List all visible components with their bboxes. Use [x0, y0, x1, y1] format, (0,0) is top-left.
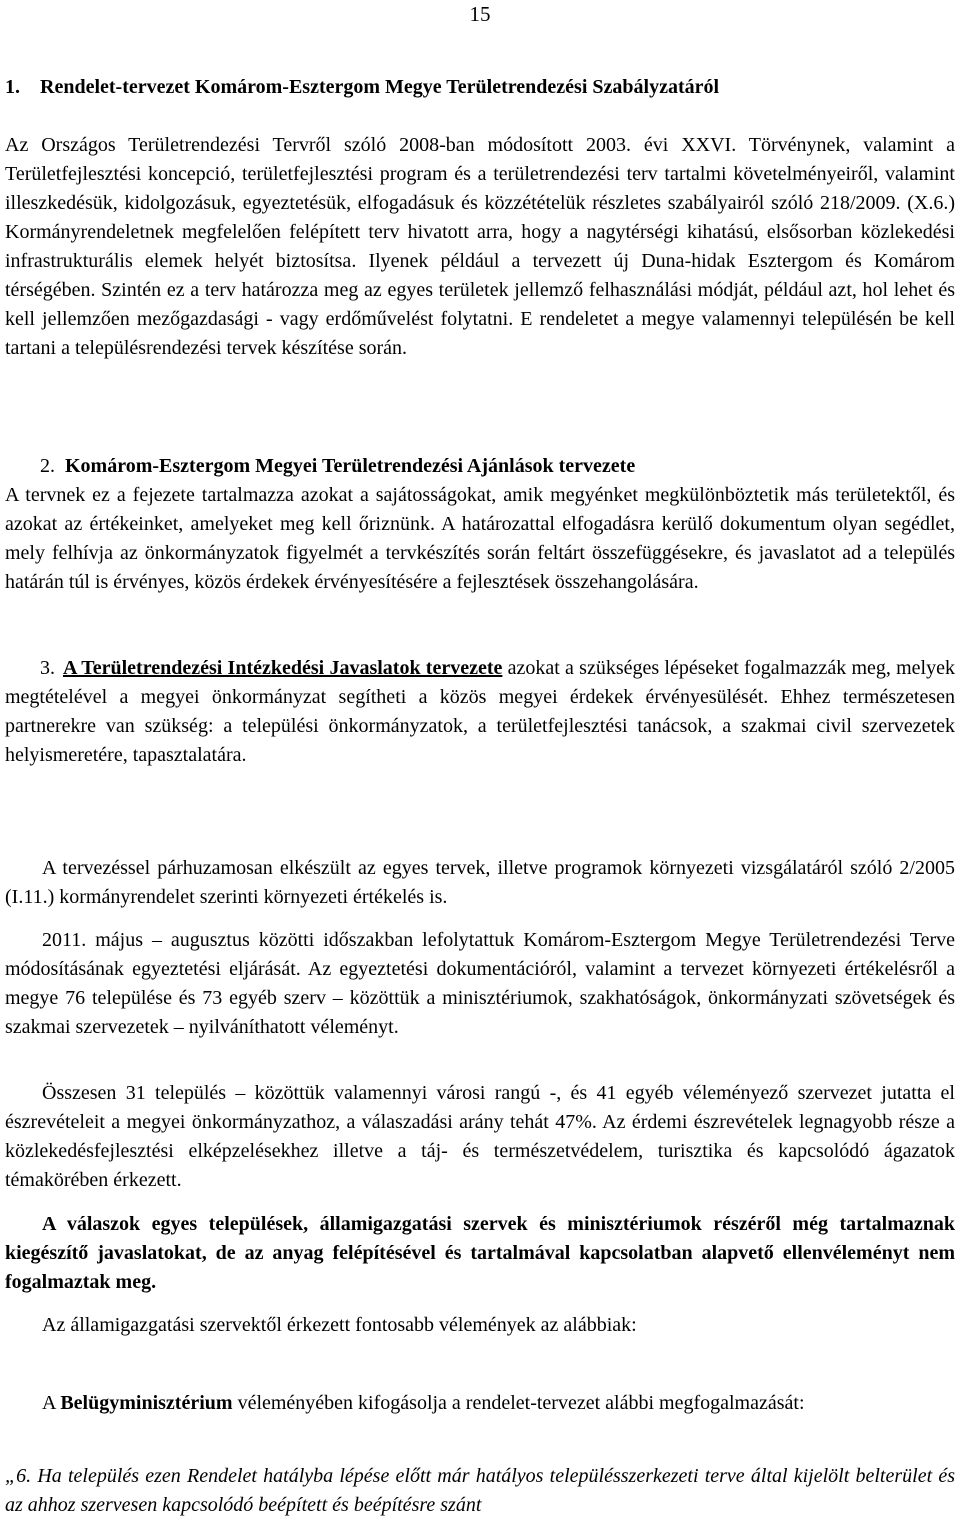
section-3-paragraph	[5, 654, 955, 770]
page-number: 15	[469, 2, 491, 26]
section-2-number: 2.	[40, 455, 55, 477]
section-3-title: A Területrendezési Intézkedési Javaslatok tervezete	[63, 657, 503, 679]
section-1-heading	[5, 73, 955, 102]
environmental-assessment-paragraph: A tervezéssel párhuzamosan elkészült az egyes tervek, illetve programok környezeti vizsgálatáról szóló 2/2005 (I.11.) kormányrendelet szerinti környezeti értékelés is.	[5, 857, 955, 908]
opinions-intro-paragraph: Az államigazgatási szervektől érkezett fontosabb vélemények az alábbiak:	[42, 1314, 637, 1336]
section-2-paragraph	[5, 452, 955, 597]
section-1-number: 1.	[5, 76, 20, 98]
responses-paragraph: Összesen 31 település – közöttük valamennyi városi rangú -, és 41 egyéb véleményező szervezet jutatta el észrevételeit a megyei önkormányzathoz, a válaszadási arány tehát 47%. Az érdemi észrevételek legnagyobb része a közlekedésfejlesztési elképzelésekhez illetve a táj- és természetvédelem, turisztika és kapcsolódó ágazatok témakörében érkezett.	[5, 1082, 955, 1191]
section-3-body: azokat a szükséges lépéseket fogalmazzák meg, melyek megtételével a megyei önkormányzat segítheti a közös megyei érdekek érvényesülését. Ehhez természetesen partnerekre van szükség: a települési önkormányzatok, a területfejlesztési tanácsok, a szakmai civil szervezetek helyismeretére, tapasztalatára.	[5, 657, 955, 766]
quote-text: Ha település ezen Rendelet hatályba lépése előtt már hatályos településszerkezeti terve által kijelölt belterület és az ahhoz szervesen kapcsolódó beépített és beépítésre szánt	[5, 1465, 955, 1516]
quote-open: „6.	[5, 1465, 38, 1487]
ministry-pre: A	[42, 1392, 61, 1414]
consultation-paragraph: 2011. május – augusztus közötti időszakban lefolytattuk Komárom-Esztergom Megye Területrendezési Terve módosításának egyeztetési eljárását. Az egyeztetési dokumentációról, valamint a tervezet környezeti értékelésről a megye 76 települése és 73 egyéb szerv – közöttük a minisztériumok, szakhatóságok, önkormányzati szövetségek és szakmai szervezetek – nyilváníthatott véleményt.	[5, 929, 955, 1038]
section-1-body: Az Országos Területrendezési Tervről szóló 2008-ban módosított 2003. évi XXVI. Törvénynek, valamint a Területfejlesztési koncepció, területfejlesztési program és a területrendezési terv tartalmi követelményeiről, valamint illeszkedésük, kidolgozásuk, egyeztetésük, elfogadásuk és közzétételük részletes szabályairól szóló 218/2009. (X.6.) Kormányrendeletnek megfelelően felépített terv hivatott arra, hogy a nagytérségi kihatású, elsősorban közlekedési infrastrukturális elemek helyét biztosítsa. Ilyenek például a tervezett új Duna-hidak Esztergom és Komárom térségében. Szintén ez a terv határozza meg az egyes területek jellemző felhasználási módját, például azt, hol lehet és kell jellemzően mezőgazdasági - vagy erdőművelést folytatni. E rendeletet a megye valamennyi településén be kell tartani a településrendezési tervek készítése során.	[5, 134, 955, 359]
section-2-title: Komárom-Esztergom Megyei Területrendezési Ajánlások tervezete	[65, 455, 636, 477]
summary-bold-paragraph: A válaszok egyes települések, államigazgatási szervek és minisztériumok részéről még tartalmaznak kiegészítő javaslatokat, de az anyag felépítésével és tartalmával kapcsolatban alapvető ellenvéleményt nem fogalmaztak meg.	[5, 1213, 955, 1293]
section-1-title: Rendelet-tervezet Komárom-Esztergom Megye Területrendezési Szabályzatáról	[40, 76, 720, 98]
ministry-post: véleményében kifogásolja a rendelet-tervezet alábbi megfogalmazását:	[232, 1392, 805, 1414]
ministry-name: Belügyminisztérium	[60, 1392, 233, 1414]
ministry-paragraph	[5, 1389, 955, 1418]
quoted-provision	[5, 1462, 955, 1520]
section-2-body: A tervnek ez a fejezete tartalmazza azokat a sajátosságokat, amik megyénket megkülönböztetik más területektől, és azokat az értékeinket, amelyeket meg kell őriznünk. A határozattal elfogadásra kerülő dokumentum olyan segédlet, mely felhívja az önkormányzatok figyelmét a tervkészítés során feltárt összefüggésekre, és javaslatot ad a település határán túl is érvényes, közös érdekek érvényesítésére a fejlesztések összehangolására.	[5, 484, 955, 593]
section-3-number: 3.	[40, 657, 55, 679]
